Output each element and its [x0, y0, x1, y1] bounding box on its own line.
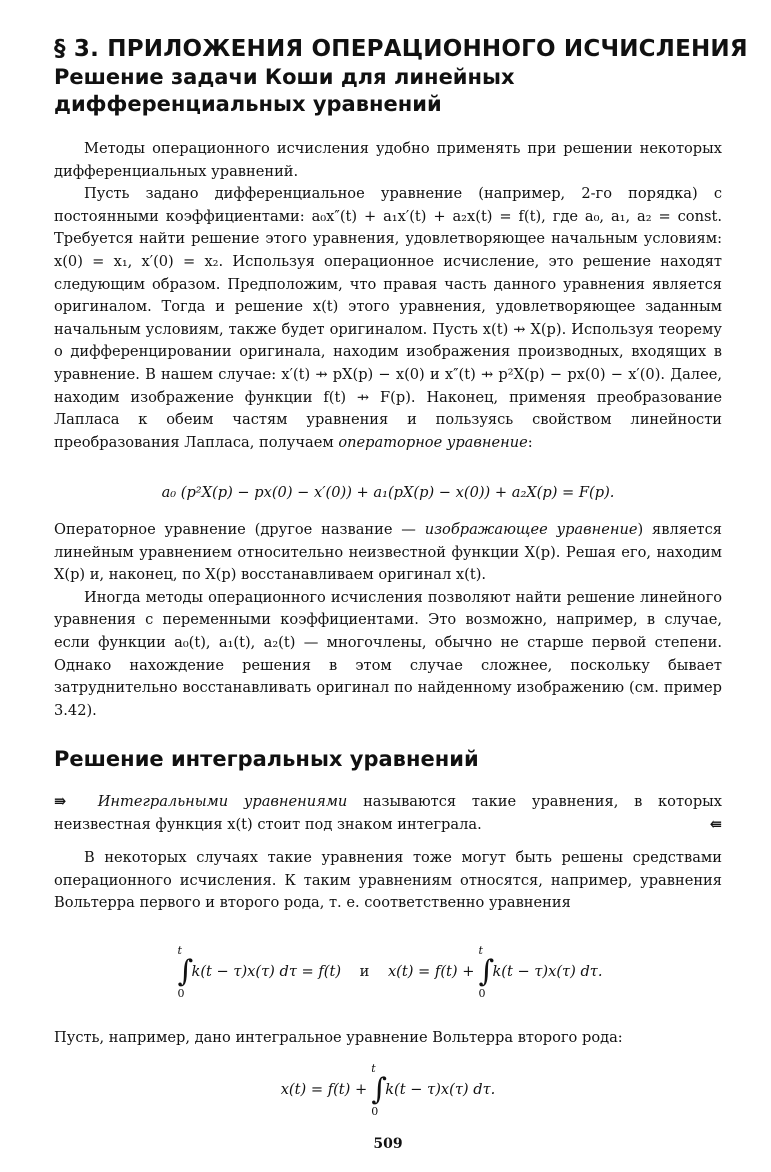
section1-body-cont — [54, 519, 722, 722]
paragraph-cauchy — [54, 183, 722, 454]
subtitle-line2: дифференциальных уравнений — [54, 92, 442, 116]
volterra1-body: k(t − τ)x(τ) dτ = f(t) — [191, 963, 342, 980]
volterra-intro-block — [54, 847, 722, 915]
definition-block — [54, 791, 722, 836]
definition-open-arrow-icon: ⇛ — [54, 793, 67, 810]
page-number: 509 — [373, 1136, 403, 1152]
definition-integral — [54, 791, 722, 836]
paragraph-operator-a: Операторное уравнение (другое название — — [54, 521, 416, 538]
paragraph-cauchy-end: : — [527, 433, 533, 451]
paragraph-volterra-intro: В некоторых случаях такие уравнения тоже могут быть решены средствами операционного исчисления. К таким уравнениям относятся, например, уравнения Вольтерра первого и второго рода, т. е. соответственно уравнения — [54, 849, 722, 912]
definition-text: называются такие уравнения, в которых неизвестная функция x(t) стоит под знаком интеграла. — [54, 793, 723, 833]
paragraph-variable-coeff: Иногда методы операционного исчисления позволяют найти решение линейного уравнения с переменными коэффициентами. Это возможно, например, в случае, если функции a₀(t), a₁(t), a₂(t) — многочлены, обычно не старше первой степени. Однако нахождение решения в этом случае сложнее, поскольку бывает затруднительно восстанавливать оригинал по найденному изображению (см. пример 3.42). — [54, 588, 722, 719]
paragraph-operator-b: ) является линейным уравнением относительно неизвестной функции X(p). Решая его, находим X(p) и, наконец, по X(p) восстанавливаем оригинал x(t). — [54, 521, 723, 584]
integral-sign-3: t ∫ 0 — [371, 1062, 387, 1118]
integral-sign-2: t ∫ 0 — [478, 944, 495, 1000]
volterra-example-block — [54, 1027, 722, 1050]
paragraph-operator — [54, 519, 722, 587]
section1-body — [54, 138, 722, 454]
integral-sign-1: t ∫ 0 — [177, 944, 194, 1000]
volterra-equations-formula — [54, 944, 722, 1000]
operator-equation-term: операторное уравнение — [338, 433, 528, 451]
paragraph-intro: Методы операционного исчисления удобно применять при решении некоторых дифференциальных уравнений. — [54, 140, 722, 180]
paragraph-cauchy-text: Пусть задано дифференциальное уравнение (например, 2-го порядка) с постоянными коэффициентами: a₀x″(t) + a₁x′(t) + a₂x(t) = f(t), где a₀, a₁, a₂ = const. Требуется найти решение этого уравнения, удовлетворяющее начальным условиям: x(0) = x₁, x′(0) = x₂. Используя операционное исчисление, это решение находят следующим образом. Предположим, что правая часть данного уравнения является оригиналом. Тогда и решение x(t) этого уравнения, удовлетворяющее заданным начальным условиям, также будет оригиналом. Пусть x(t) ⇸ X(p). Используя теорему о дифференцировании оригинала, находим изображения производных, входящих в уравнение. В нашем случае: x′(t) ⇸ pX(p) − x(0) и x″(t) ⇸ p²X(p) − px(0) − x′(0). Далее, находим изображение функции f(t) ⇸ F(p). Наконец, применяя преобразование Лапласа к обеим частям уравнения и пользуясь свойством линейности преобразования Лапласа, получаем — [54, 185, 722, 451]
volterra3-lhs: x(t) = f(t) + — [280, 1081, 368, 1098]
conjunction-and: и — [359, 963, 370, 980]
volterra-second-kind-formula — [54, 1062, 722, 1118]
paragraph-volterra-example: Пусть, например, дано интегральное уравнение Вольтерра второго рода: — [54, 1029, 623, 1046]
operator-equation-formula: a₀ (p²X(p) − px(0) − x′(0)) + a₁(pX(p) − x(0)) + a₂X(p) = F(p). — [161, 484, 615, 501]
subtitle-line1: Решение задачи Коши для линейных — [54, 65, 515, 89]
definition-close-arrow-icon: ⇚ — [709, 815, 722, 833]
volterra2-lhs: x(t) = f(t) + — [387, 963, 475, 980]
image-equation-term: изображающее уравнение — [424, 521, 638, 538]
page-content — [54, 34, 748, 1152]
section-integral-title: Решение интегральных уравнений — [54, 747, 479, 771]
integral-equations-term: Интегральными уравнениями — [97, 793, 348, 810]
volterra2-body: k(t − τ)x(τ) dτ. — [492, 963, 603, 980]
volterra3-body: k(t − τ)x(τ) dτ. — [385, 1081, 496, 1098]
chapter-title: § 3. ПРИЛОЖЕНИЯ ОПЕРАЦИОННОГО ИСЧИСЛЕНИЯ — [54, 36, 748, 62]
